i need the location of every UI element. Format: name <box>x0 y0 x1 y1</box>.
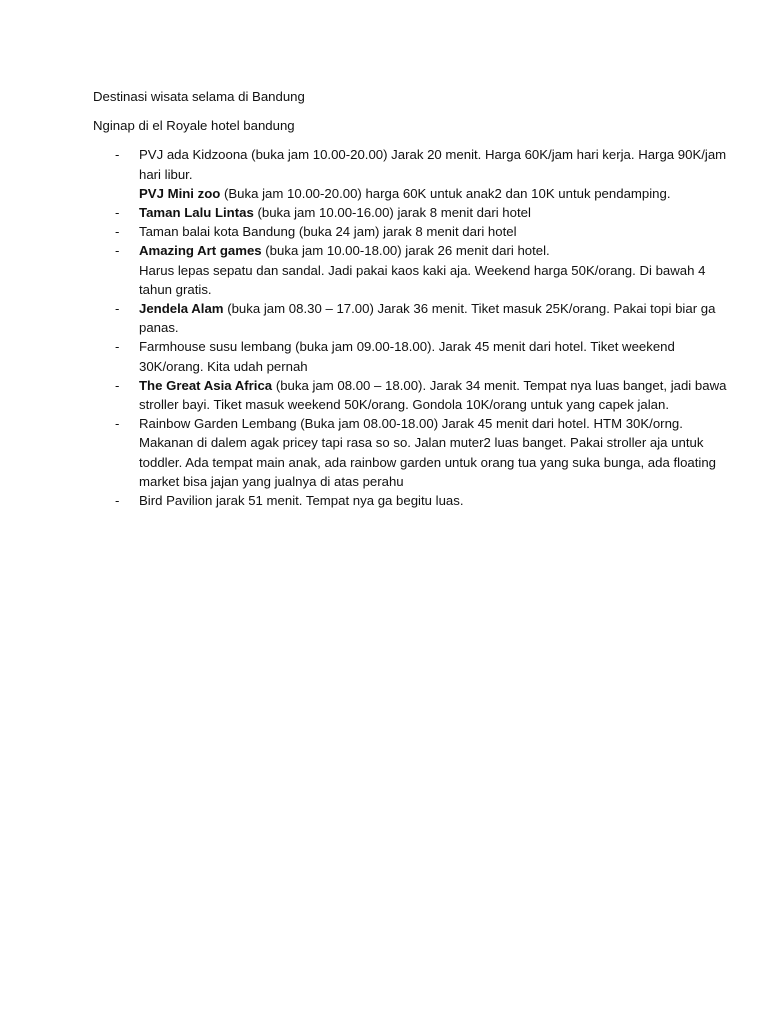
item-text: PVJ ada Kidzoona (buka jam 10.00-20.00) Jarak 20 menit. Harga 60K/jam hari kerja. Harga 90K/jam hari libur. <box>139 147 727 182</box>
item-text: (buka jam 08.00 – 18.00). Jarak 34 menit. Tempat nya luas banget, jadi bawa stroller bayi. Tiket masuk weekend 50K/orang. Gondola 10K/orang untuk yang capek jalan. <box>139 377 727 413</box>
item-text: Taman balai kota Bandung (buka 24 jam) jarak 8 menit dari hotel <box>139 224 517 240</box>
document-subtitle: Nginap di el Royale hotel bandung <box>93 118 295 134</box>
list-item <box>93 299 728 337</box>
bullet-dash: - <box>115 377 120 393</box>
item-text: (buka jam 08.30 – 17.00) Jarak 36 menit. Tiket masuk 25K/orang. Pakai topi biar ga panas. <box>139 301 716 336</box>
list-item <box>93 376 728 414</box>
document-title: Destinasi wisata selama di Bandung <box>93 89 305 104</box>
bullet-dash: - <box>115 493 120 509</box>
item-extra-text: Harus lepas sepatu dan sandal. Jadi pakai kaos kaki aja. Weekend harga 50K/orang. Di bawah 4 tahun gratis. <box>139 262 706 297</box>
item-extra-text: (Buka jam 10.00-20.00) harga 60K untuk anak2 dan 10K untuk pendamping. <box>220 185 671 201</box>
item-lead: Jendela Alam <box>139 301 224 317</box>
bullet-dash: - <box>115 147 120 163</box>
list-item <box>93 491 728 510</box>
list-item <box>93 203 728 222</box>
item-text: Farmhouse susu lembang (buka jam 09.00-18.00). Jarak 45 menit dari hotel. Tiket weekend 30K/orang. Kita udah pernah <box>139 339 675 374</box>
bullet-dash: - <box>115 301 120 317</box>
destination-list <box>93 145 728 510</box>
bullet-dash: - <box>115 224 120 240</box>
bullet-dash: - <box>115 243 120 259</box>
item-text: Rainbow Garden Lembang (Buka jam 08.00-18.00) Jarak 45 menit dari hotel. HTM 30K/orng. Makanan di dalem agak pricey tapi rasa so so. Jalan muter2 luas banget. Pakai stroller aja untuk toddler. Ada tempat main anak, ada rainbow garden untuk orang tua yang suka bunga, ada floating market bisa jajan yang jualnya di atas perahu <box>139 416 716 489</box>
item-lead: Amazing Art games <box>139 243 262 259</box>
list-item <box>93 414 728 491</box>
item-text: (buka jam 10.00-16.00) jarak 8 menit dari hotel <box>253 205 531 221</box>
item-text: Bird Pavilion jarak 51 menit. Tempat nya ga begitu luas. <box>139 493 464 509</box>
item-extra-lead: PVJ Mini zoo <box>139 185 221 201</box>
list-item <box>93 222 728 241</box>
list-item <box>93 241 728 299</box>
item-lead: Taman Lalu Lintas <box>139 205 254 221</box>
list-item <box>93 337 728 375</box>
item-text: (buka jam 10.00-18.00) jarak 26 menit dari hotel. <box>261 243 550 259</box>
item-lead: The Great Asia Africa <box>139 377 273 393</box>
list-item <box>93 145 728 203</box>
bullet-dash: - <box>115 339 120 355</box>
bullet-dash: - <box>115 416 120 432</box>
bullet-dash: - <box>115 205 120 221</box>
